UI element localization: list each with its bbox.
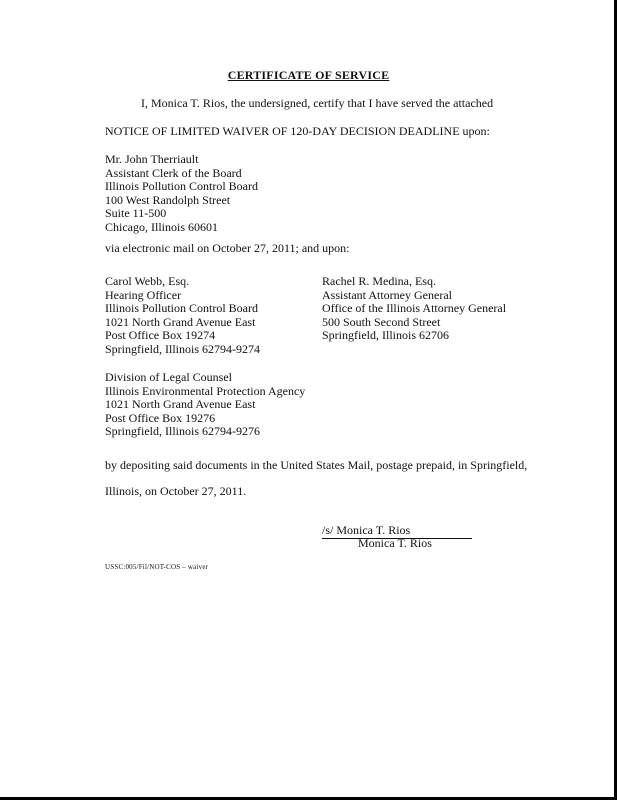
right-recipient-address bbox=[322, 275, 506, 343]
address-line: Assistant Attorney General bbox=[322, 287, 452, 302]
address-line: Office of the Illinois Attorney General bbox=[322, 301, 507, 315]
document-title: CERTIFICATE OF SERVICE bbox=[227, 68, 390, 82]
address-line: Hearing Officer bbox=[105, 287, 182, 302]
address-line: 1021 North Grand Avenue East bbox=[105, 397, 256, 411]
address-line: 500 South Second Street bbox=[322, 314, 441, 329]
deposit-statement: by depositing said documents in the United States Mail, postage prepaid, in Springfield, bbox=[105, 458, 528, 472]
address-line: Illinois Pollution Control Board bbox=[105, 301, 259, 315]
address-line: Springfield, Illinois 62794-9274 bbox=[105, 341, 260, 356]
signer-name: Monica T. Rios bbox=[358, 536, 432, 550]
address-line: Mr. John Therriault bbox=[105, 152, 199, 166]
address-line: Springfield, Illinois 62706 bbox=[322, 328, 449, 342]
signature-line: /s/ Monica T. Rios bbox=[322, 524, 472, 539]
intro-text: I, Monica T. Rios, the undersigned, certify that I have served the attached bbox=[141, 96, 494, 110]
address-line: Post Office Box 19276 bbox=[105, 410, 216, 425]
deposit-date: Illinois, on October 27, 2011. bbox=[105, 484, 247, 498]
address-line: Suite 11-500 bbox=[105, 206, 167, 220]
address-line: Post Office Box 19274 bbox=[105, 328, 216, 342]
address-line: Chicago, Illinois 60601 bbox=[105, 219, 218, 234]
address-line: Carol Webb, Esq. bbox=[105, 274, 190, 288]
address-line: 100 West Randolph Street bbox=[105, 192, 231, 207]
left-recipient-address bbox=[105, 275, 260, 356]
address-line: Illinois Environmental Protection Agency bbox=[105, 383, 306, 398]
notice-text: NOTICE OF LIMITED WAIVER OF 120-DAY DECISION DEADLINE upon: bbox=[105, 124, 490, 138]
address-line: Assistant Clerk of the Board bbox=[105, 165, 242, 180]
address-line: Springfield, Illinois 62794-9276 bbox=[105, 424, 260, 438]
address-line: Illinois Pollution Control Board bbox=[105, 179, 259, 193]
address-line: Rachel R. Medina, Esq. bbox=[322, 274, 436, 288]
address-line: 1021 North Grand Avenue East bbox=[105, 314, 256, 329]
via-line: via electronic mail on October 27, 2011; and upon: bbox=[105, 241, 350, 255]
primary-recipient-address bbox=[105, 153, 258, 234]
division-recipient-address bbox=[105, 371, 305, 439]
address-line: Division of Legal Counsel bbox=[105, 370, 232, 384]
file-reference: USSC:005/Fil/NOT-COS – waiver bbox=[105, 563, 209, 571]
